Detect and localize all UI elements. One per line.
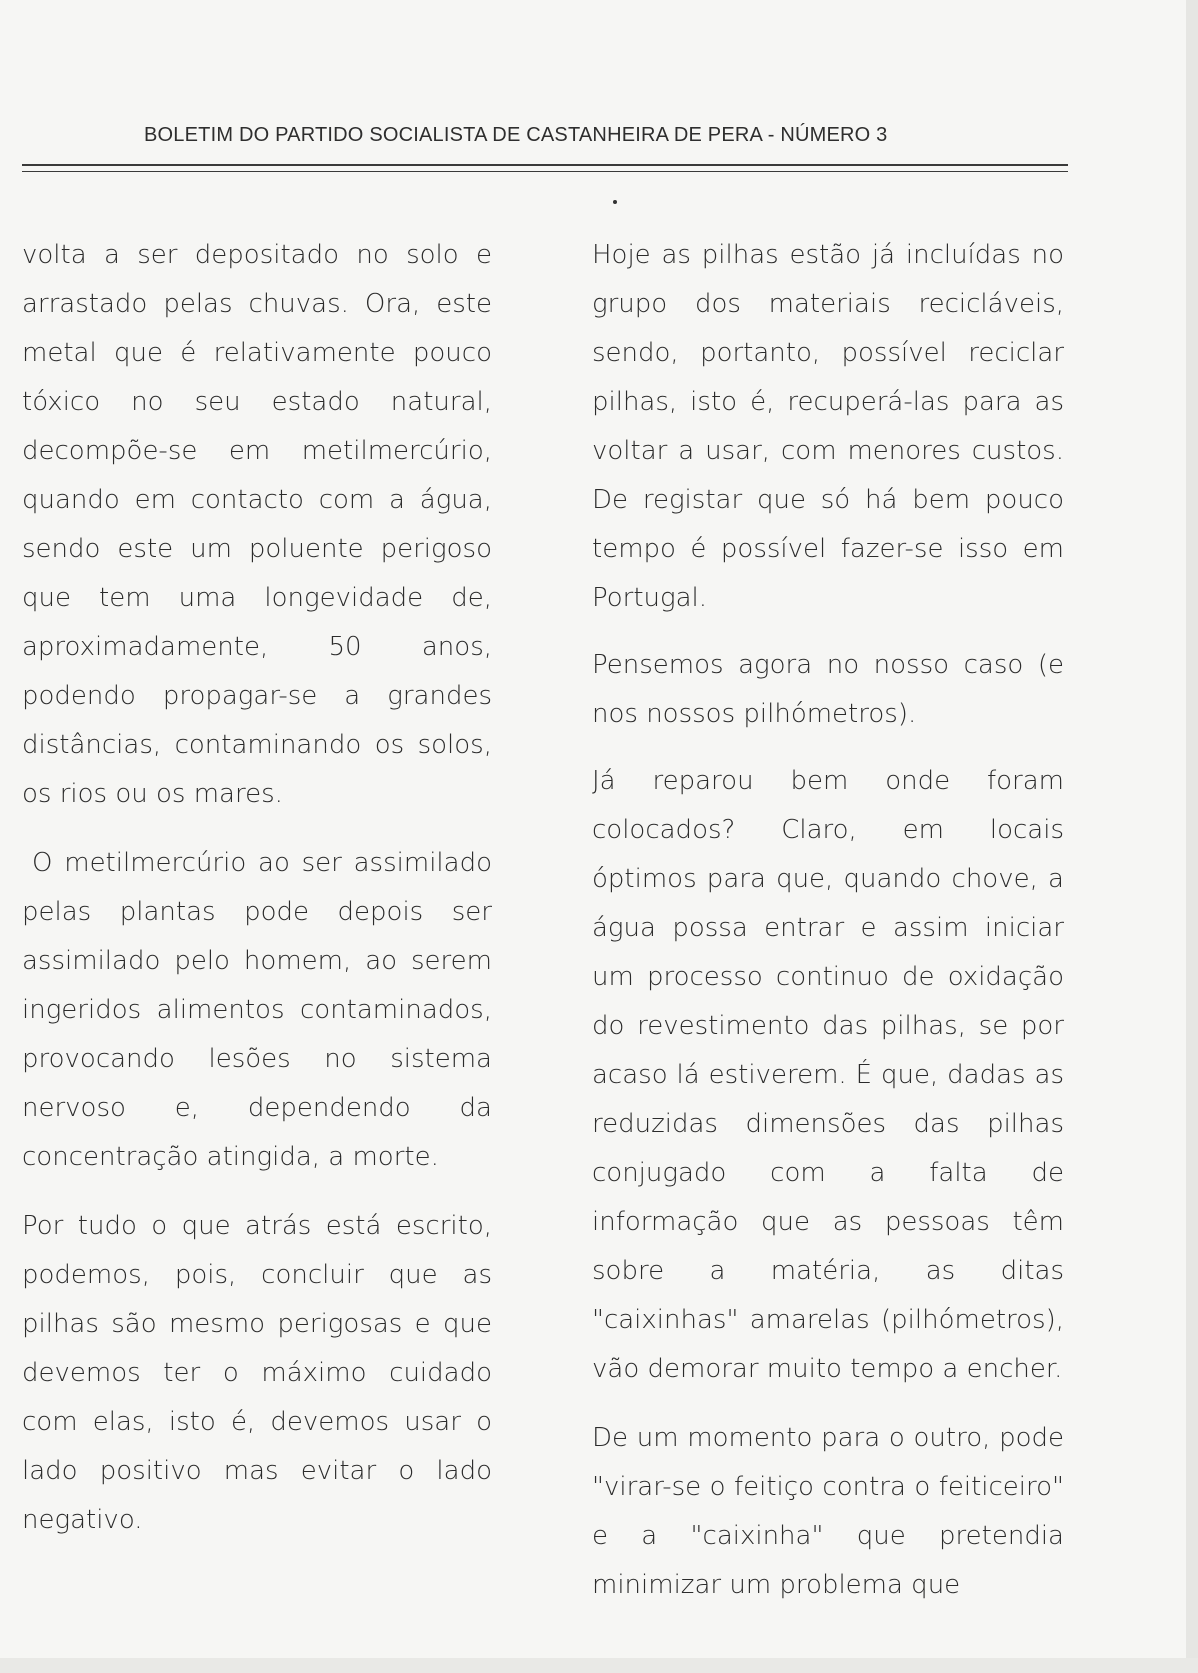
paragraph: volta a ser depositado no solo e arrastado pelas chuvas. Ora, este metal que é relativamente pouco tóxico no seu estado natural, decompõe-se em metilmercúrio, quando em contacto com a água, sendo este um poluente perigoso que tem uma longevidade de, aproximadamente, 50 anos, podendo propagar-se a grandes distâncias, contaminando os solos, os rios ou os mares. bbox=[22, 240, 492, 809]
paragraph: Já reparou bem onde foram colocados? Claro, em locais óptimos para que, quando chove, a água possa entrar e assim iniciar um processo continuo de oxidação do revestimento das pilhas, se por acaso lá estiverem. É que, dadas as reduzidas dimensões das pilhas conjugado com a falta de informação que as pessoas têm sobre a matéria, as ditas "caixinhas" amarelas (pilhómetros), vão demorar muito tempo a encher. bbox=[592, 766, 1064, 1384]
header-rule bbox=[22, 164, 1068, 166]
paragraph: O metilmercúrio ao ser assimilado pelas plantas pode depois ser assimilado pelo homem, ao serem ingeridos alimentos contaminados, provocando lesões no sistema nervoso e, dependendo da concentração atingida, a morte. bbox=[22, 848, 492, 1172]
paragraph: Hoje as pilhas estão já incluídas no grupo dos materiais recicláveis, sendo, portanto, possível reciclar pilhas, isto é, recuperá-las para as voltar a usar, com menores custos. De registar que só há bem pouco tempo é possível fazer-se isso em Portugal. bbox=[592, 240, 1064, 613]
page-header: BOLETIM DO PARTIDO SOCIALISTA DE CASTANHEIRA DE PERA - NÚMERO 3 bbox=[144, 124, 888, 146]
page-bottom-edge bbox=[0, 1658, 1198, 1673]
paragraph: Por tudo o que atrás está escrito, podemos, pois, concluir que as pilhas são mesmo perigosas e que devemos ter o máximo cuidado com elas, isto é, devemos usar o lado positivo mas evitar o lado negativo. bbox=[22, 1211, 492, 1535]
column-dot bbox=[613, 200, 617, 204]
paragraph: De um momento para o outro, pode "virar-se o feitiço contra o feiticeiro" e a "caixinha" que pretendia minimizar um problema que bbox=[592, 1423, 1064, 1600]
paragraph: Pensemos agora no nosso caso (e nos nossos pilhómetros). bbox=[592, 650, 1064, 729]
header-rule-thin bbox=[22, 171, 1068, 172]
page-edge bbox=[1186, 0, 1198, 1673]
left-column bbox=[22, 231, 492, 1545]
right-column bbox=[592, 231, 1064, 1610]
